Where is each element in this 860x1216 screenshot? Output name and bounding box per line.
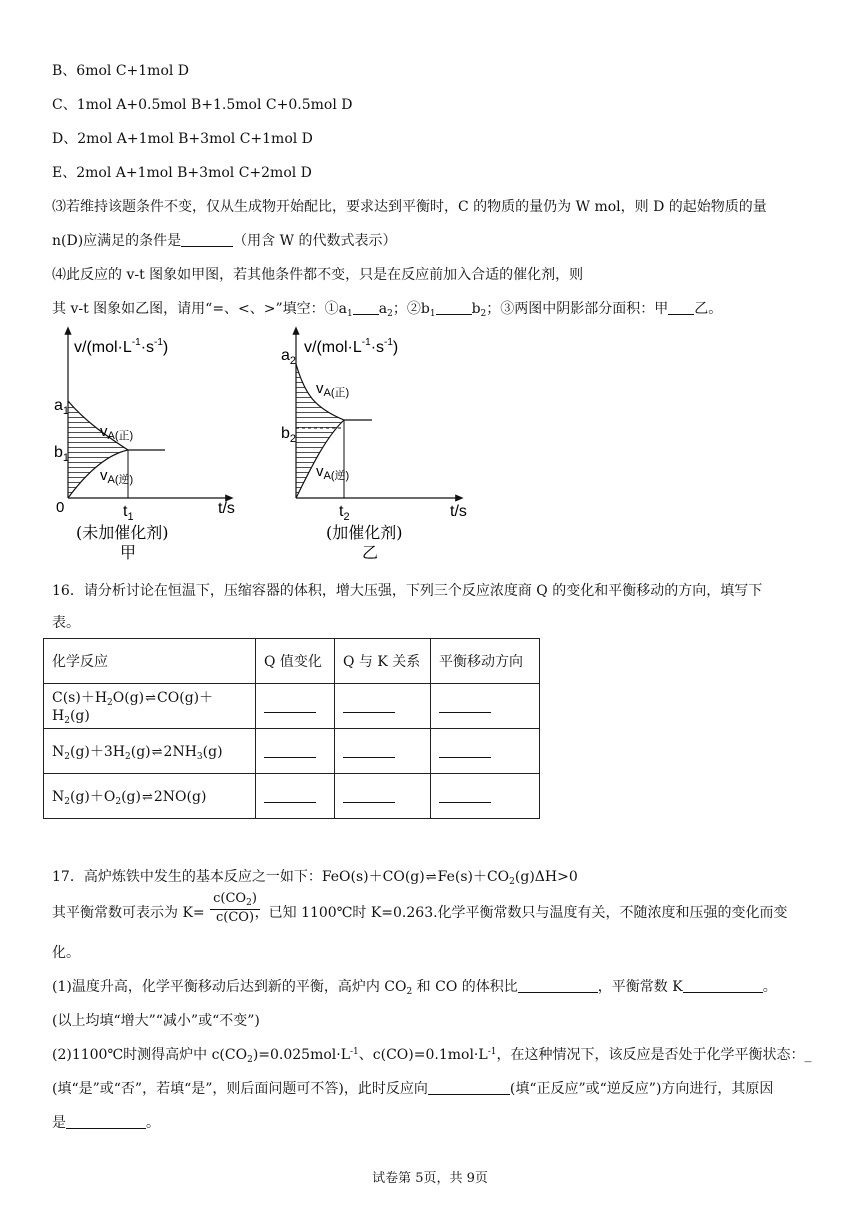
b2-label: $b_2$ [281, 425, 297, 445]
answer-blank[interactable] [428, 1080, 510, 1095]
answer-cell[interactable] [335, 729, 431, 774]
x-axis-label: t/s [218, 500, 235, 517]
reaction-cell: $N_2(g)+O_2(g)\rightleftharpoons 2NO(g)$ [44, 774, 256, 819]
answer-cell[interactable] [256, 729, 335, 774]
v-reverse-label: $v_{A(逆)}$ [100, 467, 134, 486]
answer-cell[interactable] [256, 684, 335, 729]
header-reaction: 化学反应 [44, 639, 256, 684]
header-q-change: Q 值变化 [256, 639, 335, 684]
answer-blank[interactable] [66, 1114, 146, 1129]
q17-part2-line2: (填“是”或“否”，若填“是”，则后面问题可不答)，此时反应向 (填“正反应”或“逆反应”)方向进行，其原因 [52, 1081, 774, 1097]
table-row [44, 729, 540, 774]
origin-label: 0 [56, 499, 65, 516]
caption-right: (加催化剂) [326, 523, 403, 542]
table-row [44, 684, 540, 729]
option-c: C、1mol A+0.5mol B+1.5mol C+0.5mol D [52, 97, 353, 113]
q4-line1: ⑷此反应的 v-t 图象如甲图，若其他条件都不变，只是在反应前加入合适的催化剂，则 [52, 267, 584, 283]
k-fraction: $\frac{c(CO_2)}{c(CO)}$ [210, 891, 260, 925]
q17-line2: 其平衡常数可表示为 K= ，已知 1100℃时 K=0.263.化学平衡常数只与温度有关，不随浓度和压强的变化而变 [52, 905, 788, 921]
answer-cell[interactable] [431, 729, 540, 774]
y-axis-label: $v/(mol\cdot L^{-1}\cdot s^{-1})$ [304, 337, 399, 356]
y-axis-label: $v/(mol\cdot L^{-1}\cdot s^{-1})$ [74, 337, 169, 356]
equilibrium-arrow-icon: ⇌ [151, 744, 163, 760]
answer-blank[interactable] [683, 978, 763, 993]
q3-line1: ⑶若维持该题条件不变，仅从生成物开始配比，要求达到平衡时，C 的物质的量仍为 W mol，则 D 的起始物质的量 [52, 199, 767, 215]
name-left: 甲 [120, 543, 137, 562]
reaction-cell: $N_2(g)+3H_2(g)\rightleftharpoons 2NH_3(g)$ [44, 729, 256, 774]
answer-cell[interactable] [335, 684, 431, 729]
answer-blank[interactable] [181, 232, 233, 247]
x-axis-label: t/s [450, 503, 467, 520]
a2-label: $a_2$ [281, 347, 297, 367]
answer-cell[interactable] [431, 684, 540, 729]
graph-left [54, 330, 235, 562]
q17-line3: 化。 [52, 945, 80, 961]
reaction-table [43, 638, 540, 819]
option-e: E、2mol A+1mol B+3mol C+2mol D [52, 165, 312, 181]
b1-label: $b_1$ [54, 444, 70, 464]
q17-part1-note: (以上均填“增大”“减小”或“不变”) [52, 1013, 260, 1029]
answer-blank[interactable] [436, 300, 472, 315]
caption-left: (未加催化剂) [76, 523, 169, 542]
q17-part1: (1)温度升高，化学平衡移动后达到新的平衡，高炉内 $CO_2$ 和 CO 的体积比 ，平衡常数 K 。 [52, 979, 777, 997]
q16-line2: 表。 [52, 615, 80, 631]
reaction-cell: $C(s)+H_2O(g)\rightleftharpoons CO(g)+H_2(g)$ [44, 684, 256, 729]
v-forward-label: $v_{A(正)}$ [100, 423, 134, 442]
v-reverse-label: $v_{A(逆)}$ [316, 463, 350, 482]
q4-line2: 其 v-t 图象如乙图，请用“=、<、>”填空：$①a_1$ $a_2$；$②b_1$ $b_2$；③两图中阴影部分面积：甲 乙。 [52, 301, 723, 319]
t2-label: $t_2$ [339, 503, 350, 523]
equilibrium-arrow-icon: ⇌ [425, 870, 437, 885]
graph-right [281, 330, 467, 562]
q3-line2: n(D)应满足的条件是 （用含 W 的代数式表示） [52, 233, 397, 249]
equilibrium-arrow-icon: ⇌ [141, 789, 153, 805]
answer-cell[interactable] [335, 774, 431, 819]
answer-cell[interactable] [256, 774, 335, 819]
header-q-k-relation: Q 与 K 关系 [335, 639, 431, 684]
option-d: D、2mol A+1mol B+3mol C+1mol D [52, 131, 313, 147]
answer-blank[interactable] [518, 978, 598, 993]
table-header-row [44, 639, 540, 684]
t1-label: $t_1$ [123, 503, 134, 523]
table-row [44, 774, 540, 819]
page-footer: 试卷第 5页，共 9页 [372, 1171, 488, 1186]
equilibrium-arrow-icon: ⇌ [145, 690, 157, 706]
vt-graphs [0, 320, 860, 570]
q17-part2-line3: 是 。 [52, 1115, 160, 1131]
q17-part2-line1: (2)1100℃时测得高炉中 $c(CO_2)=0.025mol\cdot L^{-1}$、$c(CO)=0.1mol\cdot L^{-1}$，在这种情况下，该反应是否处于化学平衡状态：_ [52, 1047, 812, 1065]
v-forward-label: $v_{A(正)}$ [316, 380, 350, 399]
answer-cell[interactable] [431, 774, 540, 819]
a1-label: $a_1$ [54, 397, 70, 417]
q17-line1: 17．高炉炼铁中发生的基本反应之一如下：$FeO(s)+CO(g)\rightleftharpoons Fe(s)+CO_2(g)\Delta H>0$ [52, 869, 578, 887]
answer-blank[interactable] [353, 300, 379, 315]
header-shift-direction: 平衡移动方向 [431, 639, 540, 684]
q16-line1: 16．请分析讨论在恒温下，压缩容器的体积，增大压强，下列三个反应浓度商 Q 的变化和平衡移动的方向，填写下 [52, 583, 763, 599]
answer-blank[interactable] [668, 300, 694, 315]
name-right: 乙 [362, 543, 379, 562]
option-b: B、6mol C+1mol D [52, 63, 190, 79]
